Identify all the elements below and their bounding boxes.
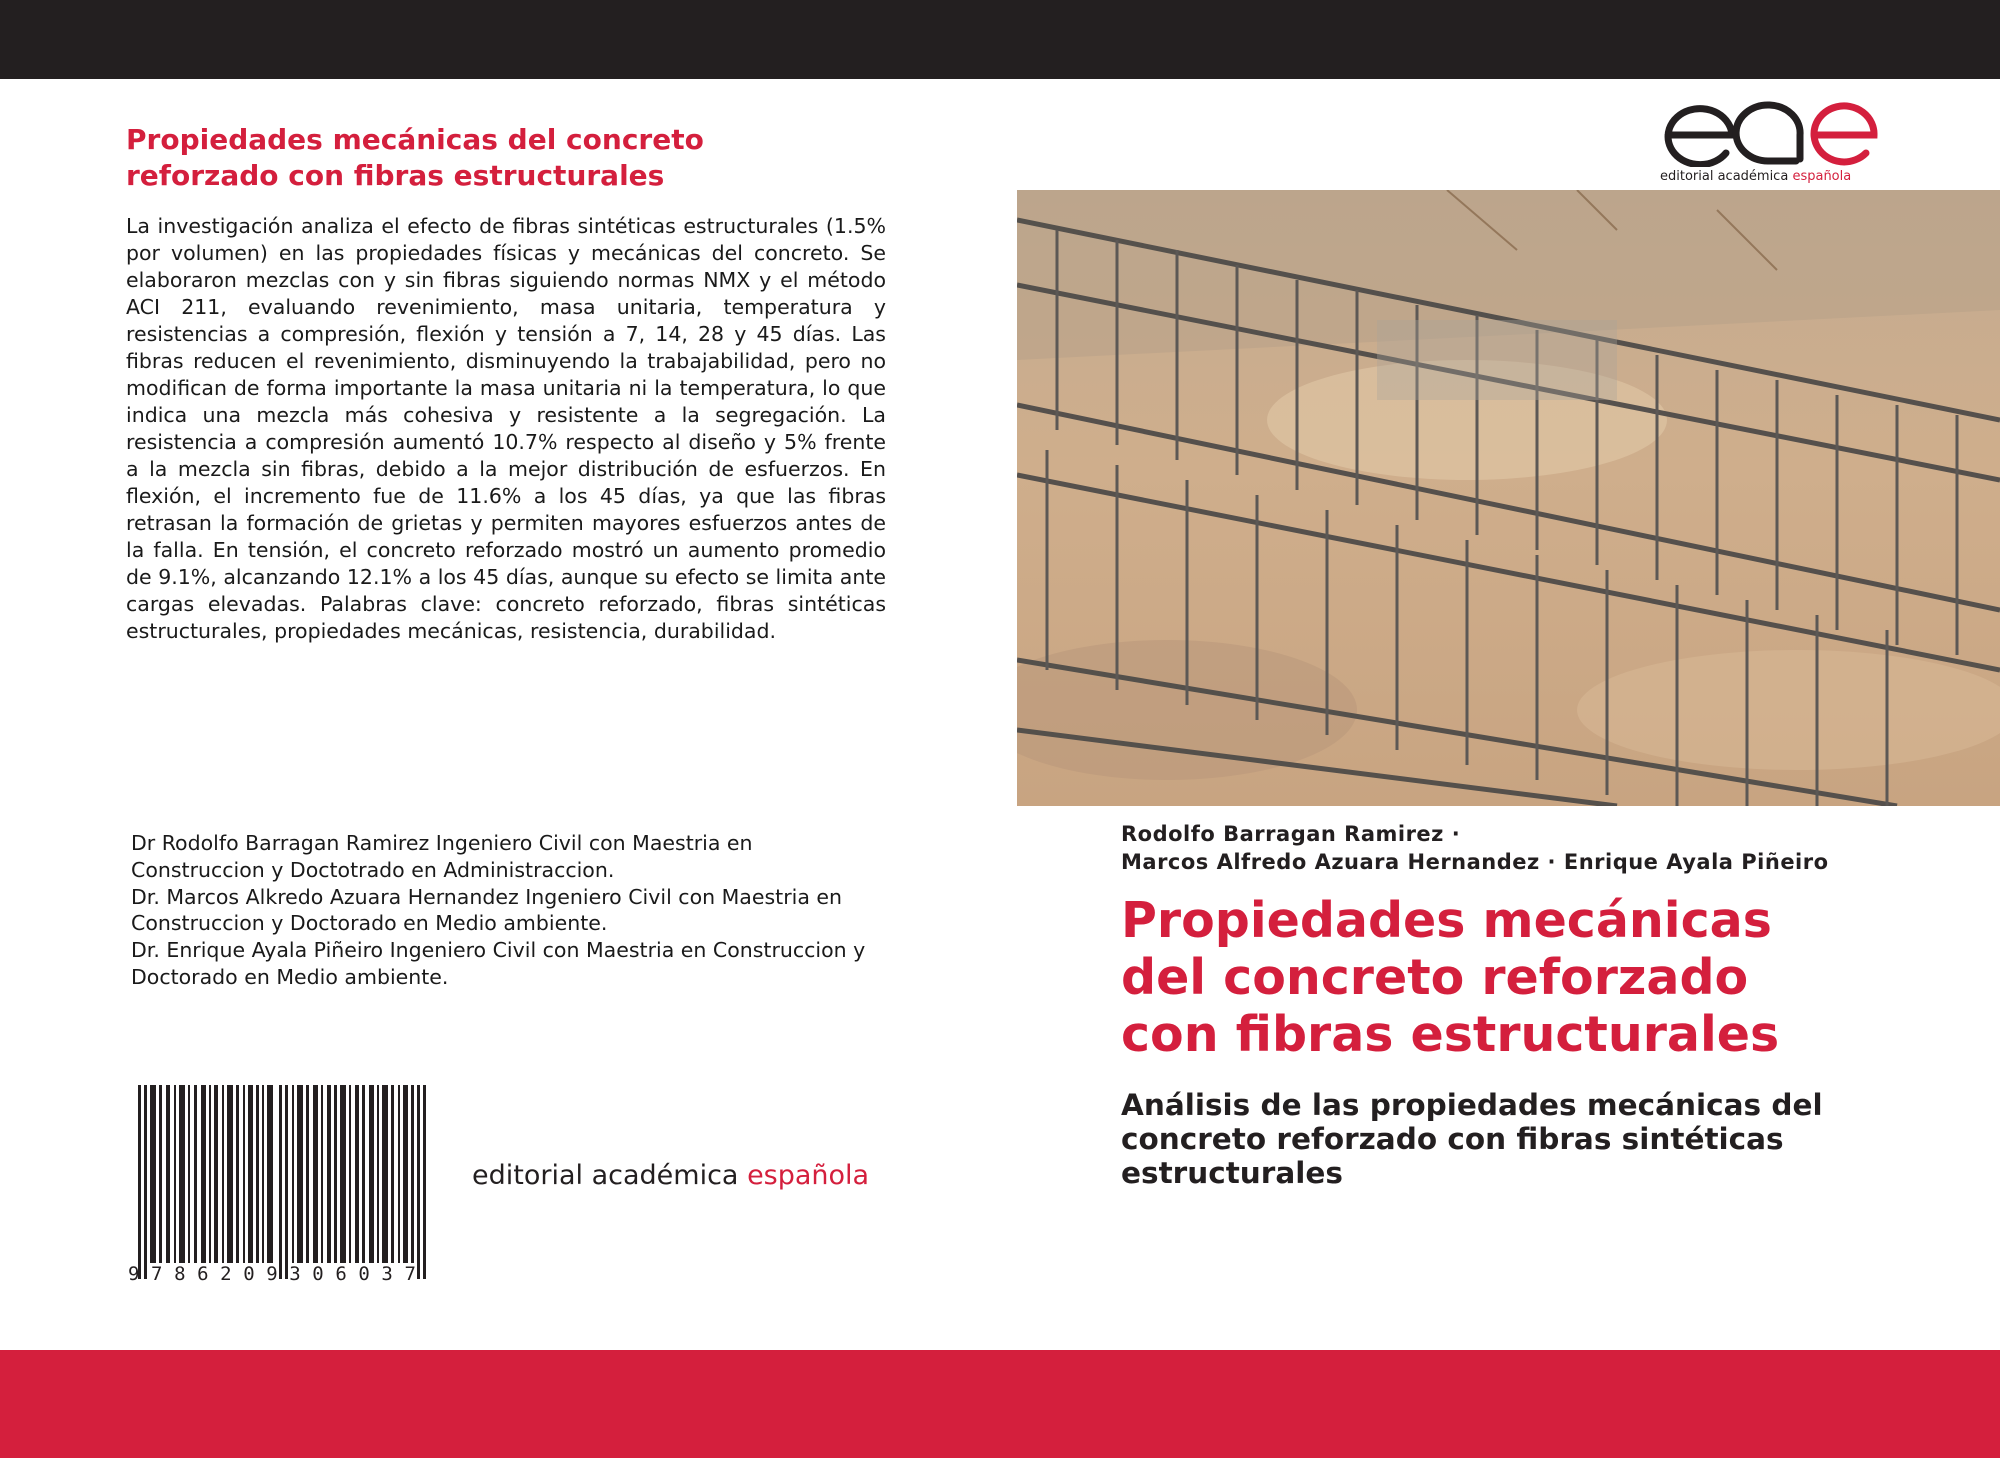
isbn-digits: 9786209306037 [128, 1263, 428, 1285]
rebar-cage-illustration [1017, 190, 2000, 806]
book-subtitle [1121, 1088, 1981, 1190]
bottom-band [0, 1350, 2000, 1458]
subtitle-line-1: Análisis de las propiedades mecánicas del [1121, 1088, 1823, 1122]
back-title-line-1: Propiedades mecánicas del concreto [126, 123, 704, 156]
barcode-bars [128, 1085, 448, 1287]
logo-tagline-accent: española [1792, 169, 1852, 184]
book-title [1121, 892, 1981, 1063]
author-names [1121, 820, 1981, 876]
subtitle-line-2: concreto reforzado con fibras sintéticas [1121, 1122, 1784, 1156]
author-bio-3: Dr. Enrique Ayala Piñeiro Ingeniero Civil con Maestria en Construccion y Doctorado en Medio ambiente. [131, 938, 866, 989]
author-bio-1: Dr Rodolfo Barragan Ramirez Ingeniero Civil con Maestria en Construccion y Doctotrado en Administraccion. [131, 831, 753, 882]
publisher-name-main: editorial académica [472, 1160, 739, 1191]
title-line-1: Propiedades mecánicas [1121, 892, 1772, 949]
author-line-1: Rodolfo Barragan Ramirez · [1121, 822, 1461, 846]
top-band [0, 0, 2000, 79]
cover-photo [1017, 190, 2000, 806]
book-blurb: La investigación analiza el efecto de fibras sintéticas estructurales (1.5% por volumen) en las propiedades físicas y mecánicas del concreto. Se elaboraron mezclas con y sin fibras siguiendo normas NMX y el método ACI 211, evaluando revenimiento, masa unitaria, temperatura y resistencias a compresión, flexión y tensión a 7, 14, 28 y 45 días. Las fibras reducen el revenimiento, disminuyendo la trabajabilidad, pero no modifican de forma importante la masa unitaria ni la temperatura, lo que indica una mezcla más cohesiva y resistente a la segregación. La resistencia a compresión aumentó 10.7% respecto al diseño y 5% frente a la mezcla sin fibras, debido a la mejor distribución de esfuerzos. En flexión, el incremento fue de 11.6% a los 45 días, ya que las fibras retrasan la formación de grietas y permiten mayores esfuerzos antes de la falla. En tensión, el concreto reforzado mostró un aumento promedio de 9.1%, alcanzando 12.1% a los 45 días, aunque su efecto se limita ante cargas elevadas. Palabras clave: concreto reforzado, fibras sintéticas estructurales, propiedades mecánicas, resistencia, durabilidad. [126, 214, 886, 643]
isbn-barcode [128, 1085, 448, 1287]
title-line-2: del concreto reforzado [1121, 949, 1749, 1006]
logo-tagline-main: editorial académica [1660, 169, 1789, 184]
eae-logo-mark [1660, 97, 1882, 167]
subtitle-line-3: estructurales [1121, 1156, 1343, 1190]
publisher-logo [1660, 97, 1882, 192]
title-line-3: con fibras estructurales [1121, 1006, 1780, 1063]
barcode-publisher-text [472, 1160, 869, 1191]
author-line-2: Marcos Alfredo Azuara Hernandez · Enrique Ayala Piñeiro [1121, 850, 1829, 874]
back-title-line-2: reforzado con fibras estructurales [126, 159, 665, 192]
author-bio-2: Dr. Marcos Alkredo Azuara Hernandez Ingeniero Civil con Maestria en Construccion y Doctorado en Medio ambiente. [131, 884, 843, 936]
publisher-name-accent: española [747, 1160, 870, 1191]
logo-tagline [1660, 169, 1882, 184]
author-bios [131, 830, 891, 991]
back-cover-title [126, 122, 826, 194]
